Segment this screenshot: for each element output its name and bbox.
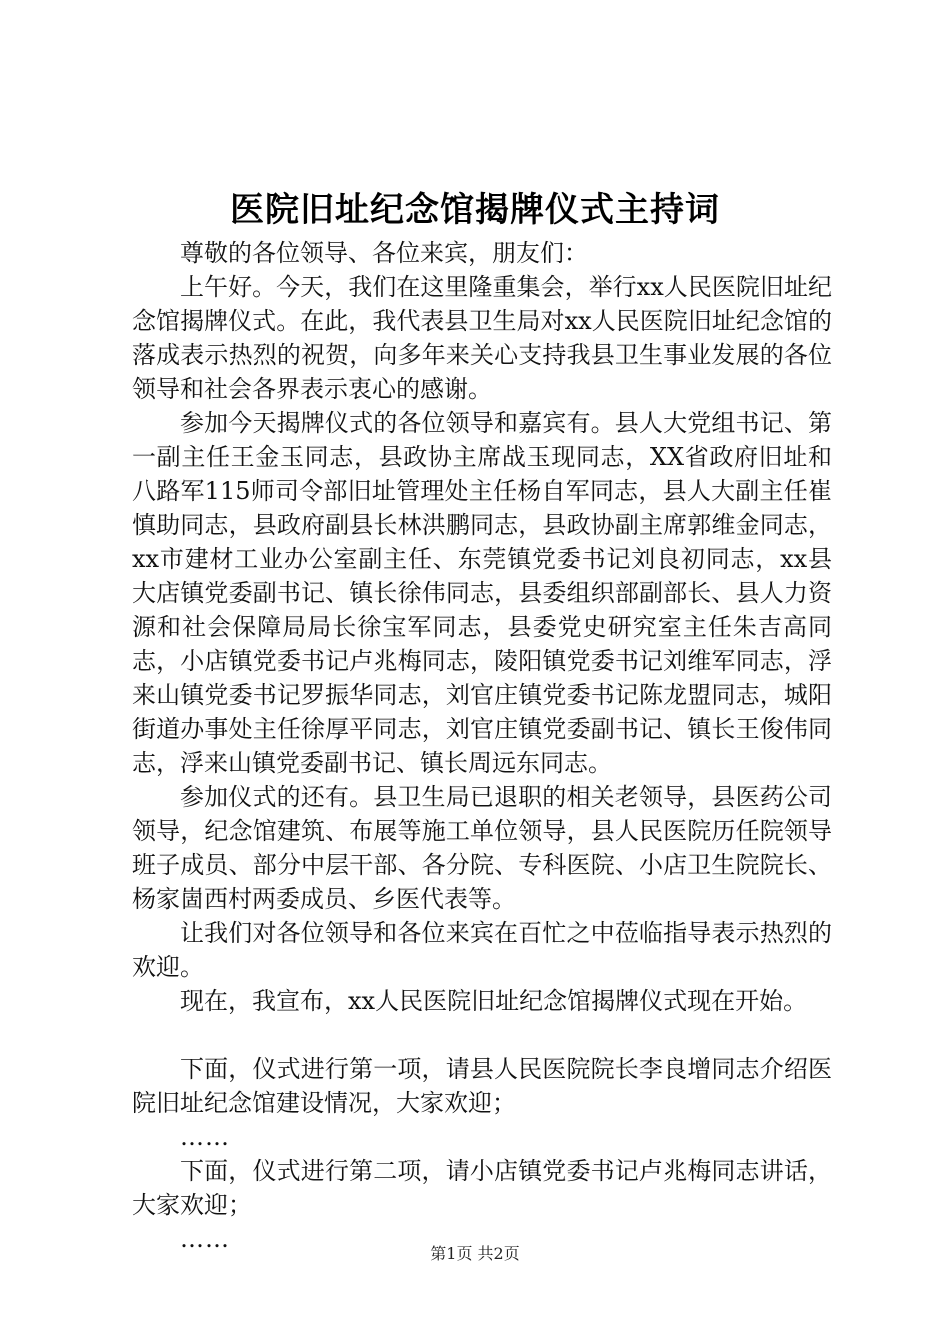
paragraph-item-one: 下面，仪式进行第一项，请县人民医院院长李良增同志介绍医院旧址纪念馆建设情况，大家欢迎； — [132, 1055, 832, 1117]
salutation: 尊敬的各位领导、各位来宾，朋友们： — [180, 239, 588, 267]
ellipsis-one: …… — [180, 1123, 230, 1151]
paragraph-greeting: 上午好。今天，我们在这里隆重集会，举行xx人民医院旧址纪念馆揭牌仪式。在此，我代表县卫生局对xx人民医院旧址纪念馆的落成表示热烈的祝贺，向多年来关心支持我县卫生事业发展的各位领导和社会各界表示衷心的感谢。 — [132, 273, 832, 403]
paragraph-item-two: 下面，仪式进行第二项，请小店镇党委书记卢兆梅同志讲话，大家欢迎； — [132, 1157, 832, 1219]
paragraph-spacer — [132, 1018, 832, 1052]
page-footer: 第1页 共2页 — [430, 1244, 520, 1263]
paragraph-other-attendees: 参加仪式的还有。县卫生局已退职的相关老领导，县医药公司领导，纪念馆建筑、布展等施工单位领导，县人民医院历任院领导班子成员、部分中层干部、各分院、专科医院、小店卫生院院长、杨家崮西村两委成员、乡医代表等。 — [132, 783, 832, 913]
paragraph-announcement: 现在，我宣布，xx人民医院旧址纪念馆揭牌仪式现在开始。 — [180, 987, 808, 1015]
document-body — [132, 236, 832, 1256]
document-title: 医院旧址纪念馆揭牌仪式主持词 — [230, 190, 720, 230]
ellipsis-two: …… — [180, 1225, 230, 1253]
paragraph-attending-leaders: 参加今天揭牌仪式的各位领导和嘉宾有。县人大党组书记、第一副主任王金玉同志，县政协主席战玉现同志，XX省政府旧址和八路军115师司令部旧址管理处主任杨自军同志，县人大副主任崔慎助同志，县政府副县长林洪鹏同志，县政协副主席郭维金同志，xx市建材工业办公室副主任、东莞镇党委书记刘良初同志，xx县大店镇党委副书记、镇长徐伟同志，县委组织部副部长、县人力资源和社会保障局局长徐宝军同志，县委党史研究室主任朱吉高同志，小店镇党委书记卢兆梅同志，陵阳镇党委书记刘维军同志，浮来山镇党委书记罗振华同志，刘官庄镇党委书记陈龙盟同志，城阳街道办事处主任徐厚平同志，刘官庄镇党委副书记、镇长王俊伟同志，浮来山镇党委副书记、镇长周远东同志。 — [132, 409, 832, 777]
paragraph-welcome: 让我们对各位领导和各位来宾在百忙之中莅临指导表示热烈的欢迎。 — [132, 919, 832, 981]
